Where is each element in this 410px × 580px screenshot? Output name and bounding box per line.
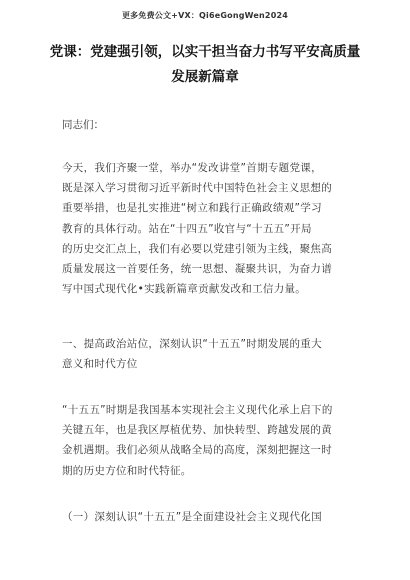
paragraph-line: 教育的具体行动。站在“十四五”收官与“十五五”开局 <box>62 222 312 235</box>
paragraph-line: 今天，我们齐聚一堂，举办“发改讲堂”首期专题党课， <box>62 162 322 174</box>
paragraph-line: “十五五”时期是我国基本实现社会主义现代化承上启下的 <box>62 404 333 416</box>
paragraph-line: 期的历史方位和时代特征。 <box>62 464 192 477</box>
heading-line: （一）深刻认识“十五五”是全面建设社会主义现代化国 <box>62 511 322 523</box>
paragraph-line: 质量发展这一首要任务，统一思想、凝聚共识，为奋力谱 <box>62 263 332 276</box>
salutation: 同志们： <box>62 119 104 131</box>
title-line-1: 党课：党建强引领，以实干担当奋力书写平安高质量 <box>49 44 361 60</box>
document-title <box>40 40 370 90</box>
paragraph-line: 既是深入学习贯彻习近平新时代中国特色社会主义思想的 <box>62 182 332 195</box>
paragraph-line: 关键五年，也是我区厚植优势、加快转型、跨越发展的黄 <box>62 424 332 437</box>
title-line-2: 发展新篇章 <box>171 69 239 85</box>
heading-line: 意义和时代方位 <box>62 358 138 371</box>
paragraph-line: 金机遇期。我们必须从战略全局的高度，深刻把握这一时 <box>62 444 332 457</box>
paragraph-intro <box>62 158 358 299</box>
paragraph-period <box>62 400 358 481</box>
paragraph-line: 写中国式现代化•实践新篇章贡献发改和工信力量。 <box>62 283 307 296</box>
heading-line: 一、提高政治站位，深刻认识“十五五”时期发展的重大 <box>62 338 322 350</box>
section-heading-1 <box>62 334 358 374</box>
paragraph-line: 重要举措，也是扎实推进“树立和践行正确政绩观”学习 <box>62 202 322 215</box>
subsection-heading-1 <box>62 507 358 527</box>
paragraph-line: 的历史交汇点上，我们有必要以党建引领为主线，聚焦高 <box>62 242 332 255</box>
header-note: 更多免费公文+VX：Qi6eGongWen2024 <box>121 11 288 20</box>
